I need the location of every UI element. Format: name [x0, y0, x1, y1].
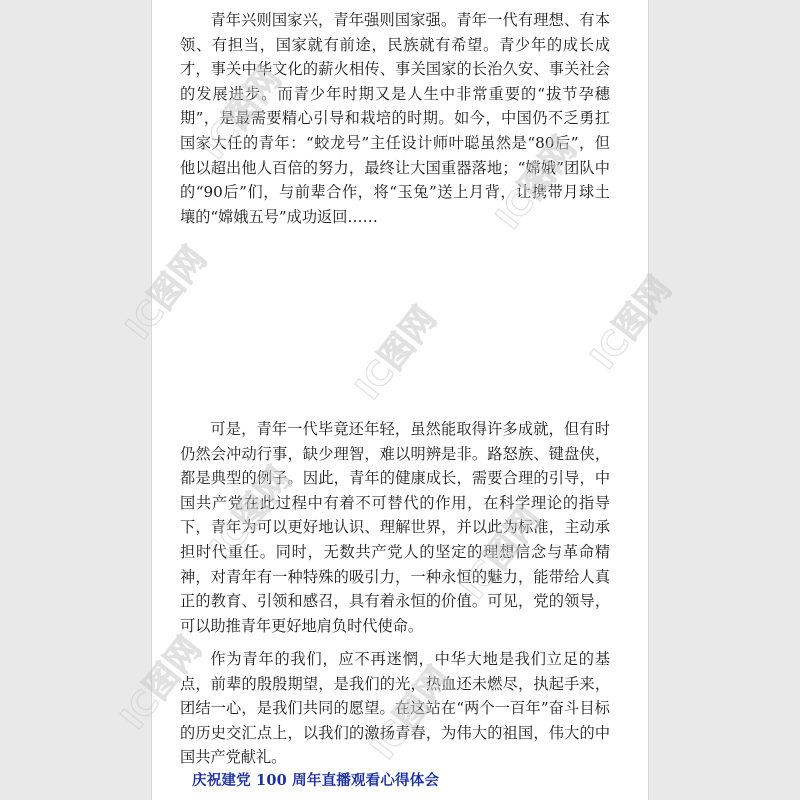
watermark-text: IC图网 [118, 239, 215, 348]
footer-title: 庆祝建党 100 周年直播观看心得体会 [192, 772, 440, 789]
watermark-text: IC图网 [203, 459, 300, 568]
paragraph-2: 可是，青年一代毕竟还年轻，虽然能取得许多成就，但有时仍然会冲动行事，缺少理智，难以明辨是非。路怒族、键盘侠，都是典型的例子。因此，青年的健康成长，需要合理的引导，中国共产党在此过程中有着不可替代的作用，在科学理论的指导下，青年为可以更好地认识、理解世界，并以此为标准，主动承担时代重任。同时，无数共产党人的坚定的理想信念与革命精神，对青年有一种特殊的吸引力，一种永恒的魅力，能带给人真正的教育、引领和感召，具有着永恒的价值。可见，党的领导，可以助推青年更好地肩负时代使命。 [180, 420, 610, 635]
paragraph-1: 青年兴则国家兴，青年强则国家强。青年一代有理想、有本领、有担当，国家就有前途，民族就有希望。青少年的成长成才，事关中华文化的薪火相传、事关国家的长治久安、事关社会的发展进步。而青少年时期又是人生中非常重要的“拔节孕穗期”，是最需要精心引导和栽培的时期。如今，中国仍不乏勇扛国家大任的青年：“蛟龙号”主任设计师叶聪虽然是“80后”，但他以超出他人百倍的努力，最终让大国重器落地；“嫦娥”团队中的“90后”们，与前辈合作，将“玉兔”送上月背，让携带月球土壤的“嫦娥五号”成功返回…… [180, 11, 610, 226]
watermark-text: IC图网 [348, 299, 445, 408]
watermark-text: IC图网 [193, 59, 290, 168]
document-page [152, 0, 648, 800]
watermark-text: IC图网 [363, 659, 460, 768]
watermark-text: IC图网 [113, 629, 210, 738]
watermark-text: IC图网 [488, 129, 585, 238]
paragraph-3: 作为青年的我们，应不再迷惘，中华大地是我们立足的基点，前辈的殷殷期望，是我们的光，热血还未燃尽，执起手来，团结一心，是我们共同的愿望。在这站在“两个一百年”奋斗目标的历史交汇点上，以我们的激扬青春，为伟大的祖国，伟大的中国共产党献礼。 [180, 650, 610, 767]
watermark-text: IC图网 [583, 269, 680, 378]
watermark-text: IC图网 [453, 499, 550, 608]
